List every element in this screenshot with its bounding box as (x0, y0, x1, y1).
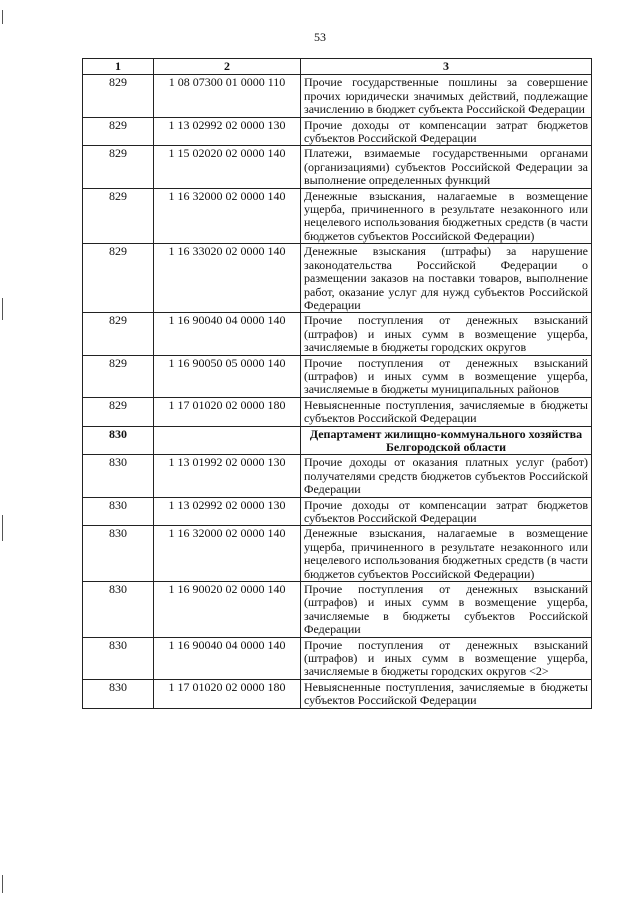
admin-code-cell: 829 (83, 117, 154, 146)
revenue-code-cell (154, 426, 301, 455)
table-row (83, 75, 592, 117)
revenue-name-cell: Невыясненные поступления, зачисляемые в бюджеты субъектов Российской Федерации (301, 397, 592, 426)
revenue-name-cell: Прочие поступления от денежных взысканий (штрафов) и иных сумм в возмещение ущерба, зачисляемые в бюджеты городских округов (301, 313, 592, 355)
table-row (83, 244, 592, 313)
column-header-1: 1 (83, 59, 154, 75)
table-row (83, 313, 592, 355)
table-row (83, 397, 592, 426)
admin-code-cell: 830 (83, 426, 154, 455)
revenue-code-cell: 1 17 01020 02 0000 180 (154, 679, 301, 708)
admin-code-cell: 830 (83, 526, 154, 582)
revenue-code-cell: 1 13 02992 02 0000 130 (154, 497, 301, 526)
revenue-code-table (82, 58, 592, 709)
admin-code-cell: 829 (83, 188, 154, 244)
column-header-2: 2 (154, 59, 301, 75)
table-row (83, 582, 592, 638)
revenue-name-cell: Невыясненные поступления, зачисляемые в бюджеты субъектов Российской Федерации (301, 679, 592, 708)
revenue-name-cell: Денежные взыскания (штрафы) за нарушение законодательства Российской Федерации о размещении заказов на поставки товаров, выполнение работ, оказание услуг для нужд субъектов Российской Федерации (301, 244, 592, 313)
revenue-code-cell: 1 16 90020 02 0000 140 (154, 582, 301, 638)
table-row (83, 526, 592, 582)
revenue-name-cell: Департамент жилищно-коммунального хозяйства Белгородской области (301, 426, 592, 455)
revenue-code-cell: 1 16 33020 02 0000 140 (154, 244, 301, 313)
revenue-name-cell: Прочие поступления от денежных взысканий (штрафов) и иных сумм в возмещение ущерба, зачисляемые в бюджеты городских округов <2> (301, 637, 592, 679)
revenue-code-cell: 1 16 32000 02 0000 140 (154, 526, 301, 582)
table-row (83, 679, 592, 708)
admin-code-cell: 830 (83, 679, 154, 708)
table-header-row (83, 59, 592, 75)
department-row (83, 426, 592, 455)
edge-mark-bottom (2, 875, 3, 893)
edge-mark-upper (2, 298, 3, 320)
revenue-code-cell: 1 13 02992 02 0000 130 (154, 117, 301, 146)
admin-code-cell: 829 (83, 313, 154, 355)
admin-code-cell: 829 (83, 146, 154, 188)
revenue-code-cell: 1 16 90040 04 0000 140 (154, 637, 301, 679)
revenue-name-cell: Прочие государственные пошлины за совершение прочих юридически значимых действий, подлежащие зачислению в бюджет субъекта Российской Федерации (301, 75, 592, 117)
table-row (83, 188, 592, 244)
edge-mark-top (2, 10, 3, 24)
table-row (83, 146, 592, 188)
revenue-code-cell: 1 15 02020 02 0000 140 (154, 146, 301, 188)
revenue-name-cell: Денежные взыскания, налагаемые в возмещение ущерба, причиненного в результате незаконного или нецелевого использования бюджетных средств (в части бюджетов субъектов Российской Федерации) (301, 526, 592, 582)
page-number: 53 (314, 30, 326, 44)
revenue-code-cell: 1 08 07300 01 0000 110 (154, 75, 301, 117)
edge-mark-lower (2, 515, 3, 541)
table-row (83, 117, 592, 146)
admin-code-cell: 830 (83, 497, 154, 526)
revenue-name-cell: Прочие доходы от компенсации затрат бюджетов субъектов Российской Федерации (301, 117, 592, 146)
table-row (83, 355, 592, 397)
revenue-name-cell: Прочие поступления от денежных взысканий (штрафов) и иных сумм в возмещение ущерба, зачисляемые в бюджеты муниципальных районов (301, 355, 592, 397)
revenue-code-cell: 1 16 90040 04 0000 140 (154, 313, 301, 355)
revenue-code-cell: 1 16 32000 02 0000 140 (154, 188, 301, 244)
admin-code-cell: 830 (83, 455, 154, 497)
table-row (83, 637, 592, 679)
table-row (83, 455, 592, 497)
column-header-3: 3 (301, 59, 592, 75)
admin-code-cell: 830 (83, 637, 154, 679)
admin-code-cell: 829 (83, 244, 154, 313)
table-row (83, 497, 592, 526)
admin-code-cell: 829 (83, 75, 154, 117)
revenue-name-cell: Платежи, взимаемые государственными органами (организациями) субъектов Российской Федерации за выполнение определенных функций (301, 146, 592, 188)
revenue-name-cell: Прочие доходы от компенсации затрат бюджетов субъектов Российской Федерации (301, 497, 592, 526)
admin-code-cell: 829 (83, 355, 154, 397)
revenue-name-cell: Денежные взыскания, налагаемые в возмещение ущерба, причиненного в результате незаконного или нецелевого использования бюджетных средств (в части бюджетов субъектов Российской Федерации) (301, 188, 592, 244)
admin-code-cell: 830 (83, 582, 154, 638)
admin-code-cell: 829 (83, 397, 154, 426)
revenue-code-cell: 1 16 90050 05 0000 140 (154, 355, 301, 397)
revenue-code-cell: 1 13 01992 02 0000 130 (154, 455, 301, 497)
revenue-code-cell: 1 17 01020 02 0000 180 (154, 397, 301, 426)
revenue-name-cell: Прочие доходы от оказания платных услуг (работ) получателями средств бюджетов субъектов Российской Федерации (301, 455, 592, 497)
revenue-name-cell: Прочие поступления от денежных взысканий (штрафов) и иных сумм в возмещение ущерба, зачисляемые в бюджеты субъектов Российской Федерации (301, 582, 592, 638)
